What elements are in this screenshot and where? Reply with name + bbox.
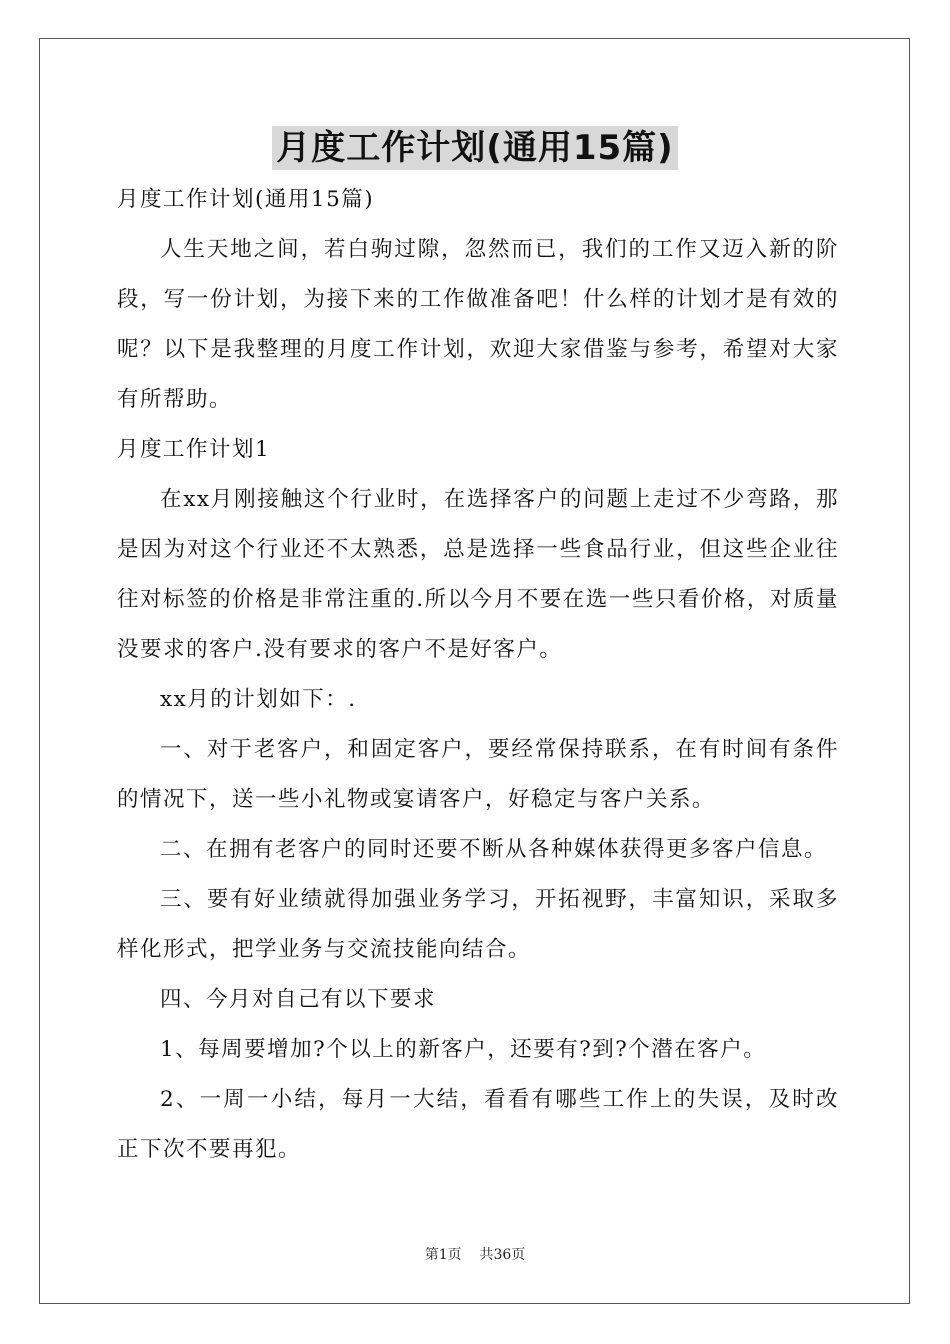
body-paragraph: xx月的计划如下：. [160,687,357,712]
page-number: 第1页 [424,1247,462,1263]
body-paragraph: 一、对于老客户，和固定客户，要经常保持联系，在有时间有条件的情况下，送一些小礼物或宴请客户，好稳定与客户关系。 [117,737,839,812]
document-title-text: 月度工作计划(通用15篇) [272,126,677,170]
document-title [0,126,950,170]
body-paragraph: 1、每周要增加?个以上的新客户，还要有?到?个潜在客户。 [160,1037,767,1062]
document-body [117,175,839,1175]
page-total: 共36页 [479,1247,526,1263]
body-paragraph: 四、今月对自己有以下要求 [160,987,437,1012]
section-heading: 月度工作计划1 [117,437,271,462]
body-paragraph: 三、要有好业绩就得加强业务学习，开拓视野，丰富知识，采取多样化形式，把学业务与交流技能向结合。 [117,887,839,962]
body-paragraph: 2、一周一小结，每月一大结，看看有哪些工作上的失误，及时改正下次不要再犯。 [117,1087,839,1162]
page-footer [0,1244,950,1264]
document-subtitle: 月度工作计划(通用15篇) [117,187,375,212]
body-paragraph: 二、在拥有老客户的同时还要不断从各种媒体获得更多客户信息。 [160,837,828,862]
body-paragraph: 在xx月刚接触这个行业时，在选择客户的问题上走过不少弯路，那是因为对这个行业还不太熟悉，总是选择一些食品行业，但这些企业往往对标签的价格是非常注重的.所以今月不要在选一些只看价格，对质量没要求的客户.没有要求的客户不是好客户。 [117,487,839,662]
body-paragraph: 人生天地之间，若白驹过隙，忽然而已，我们的工作又迈入新的阶段，写一份计划，为接下来的工作做准备吧！什么样的计划才是有效的呢？以下是我整理的月度工作计划，欢迎大家借鉴与参考，希望对大家有所帮助。 [117,237,839,412]
